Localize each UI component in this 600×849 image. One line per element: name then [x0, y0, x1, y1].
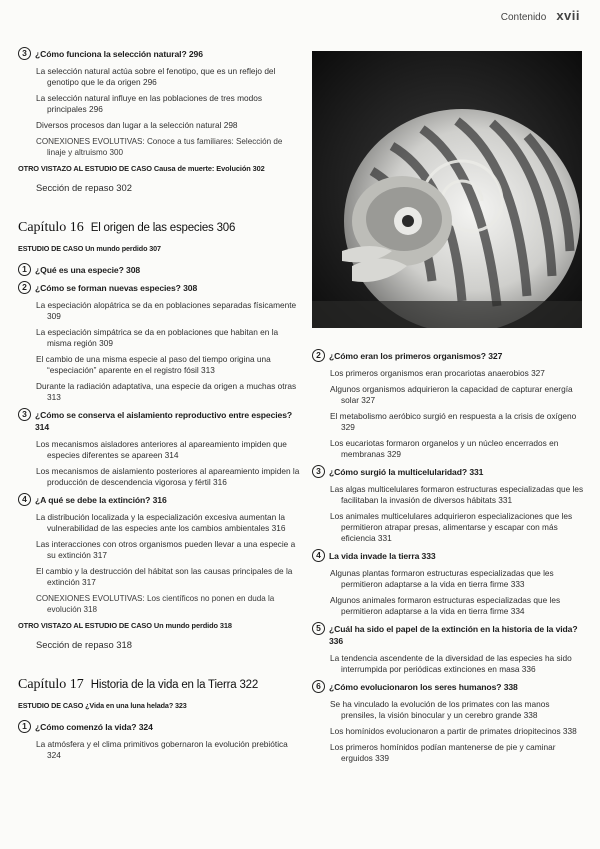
section-heading[interactable] — [312, 623, 587, 647]
toc-entry[interactable]: Las interacciones con otros organismos pueden llevar a una especie a su extinción 317 — [36, 539, 296, 560]
chapter-heading[interactable] — [18, 677, 300, 693]
section-name: Contenido — [500, 12, 547, 23]
chapter-title: Historia de la vida en la Tierra 322 — [90, 679, 259, 691]
section-title: ¿A qué se debe la extinción? 316 — [35, 495, 167, 505]
toc-section — [18, 264, 300, 276]
toc-entry[interactable]: Diversos procesos dan lugar a la selección natural 298 — [36, 120, 238, 130]
running-head — [501, 8, 580, 23]
section-title: La vida invade la tierra 333 — [329, 551, 436, 561]
conexiones-evolutivas-entry[interactable]: CONEXIONES EVOLUTIVAS: Los científicos no ponen en duda la evolución 318 — [36, 594, 275, 614]
toc-entry[interactable]: La selección natural actúa sobre el fenotipo, que es un reflejo del genotipo que le da origen 296 — [36, 66, 276, 87]
section-title: ¿Cómo comenzó la vida? 324 — [35, 722, 153, 732]
otro-vistazo-entry[interactable]: OTRO VISTAZO AL ESTUDIO DE CASO Un mundo perdido 318 — [18, 621, 232, 630]
section-number-badge: 3 — [18, 408, 31, 421]
entry-list — [330, 653, 587, 675]
toc-entry[interactable]: Se ha vinculado la evolución de los primates con las manos prensiles, la visión binocular y un cerebro grande 338 — [330, 699, 550, 720]
section-title: ¿Cómo evolucionaron los seres humanos? 338 — [329, 682, 518, 692]
case-study-entry[interactable]: ESTUDIO DE CASO ¿Vida en una luna helada? 323 — [18, 701, 187, 710]
toc-entry[interactable]: Los mecanismos de aislamiento posteriores al apareamiento impiden la producción de descendencia vigorosa y fértil 316 — [36, 466, 300, 487]
toc-section — [18, 282, 300, 403]
toc-entry[interactable]: Algunas plantas formaron estructuras especializadas que les permitieron adaptarse a la vida en tierra firme 333 — [330, 568, 554, 589]
right-column — [312, 350, 587, 770]
section-number-badge: 3 — [312, 465, 325, 478]
entry-list — [330, 368, 587, 460]
toc-section — [18, 494, 300, 615]
section-heading[interactable] — [18, 409, 300, 433]
chapter-title: El origen de las especies 306 — [90, 222, 236, 234]
nautilus-photo-icon — [312, 51, 582, 328]
toc-entry[interactable]: Los homínidos evolucionaron a partir de primates driopitecinos 338 — [330, 726, 577, 736]
chapter-label: Capítulo 17 — [18, 677, 84, 692]
toc-section — [312, 550, 587, 617]
toc-entry[interactable]: Los mecanismos aisladores anteriores al apareamiento impiden que especies diferentes se apareen 314 — [36, 439, 287, 460]
section-heading[interactable] — [312, 466, 587, 478]
toc-entry[interactable]: Los primeros organismos eran procariotas anaerobios 327 — [330, 368, 545, 378]
section-number-badge: 3 — [18, 47, 31, 60]
section-heading[interactable] — [18, 721, 300, 733]
conexiones-evolutivas-entry[interactable]: CONEXIONES EVOLUTIVAS: Conoce a tus familiares: Selección de linaje y altruismo 300 — [36, 137, 283, 157]
toc-entry[interactable]: Algunos organismos adquirieron la capacidad de capturar energía solar 327 — [330, 384, 573, 405]
section-number-badge: 2 — [312, 349, 325, 362]
toc-entry[interactable]: La especiación simpátrica se da en poblaciones que habitan en la misma región 309 — [36, 327, 279, 348]
toc-entry[interactable]: La selección natural influye en las poblaciones de tres modos principales 296 — [36, 93, 262, 114]
otro-vistazo-entry[interactable]: OTRO VISTAZO AL ESTUDIO DE CASO Causa de muerte: Evolución 302 — [18, 164, 265, 173]
entry-list — [36, 66, 300, 158]
nautilus-photo — [312, 51, 582, 328]
left-column — [18, 48, 300, 767]
toc-entry[interactable]: Los eucariotas formaron organelos y un núcleo encerrados en membranas 329 — [330, 438, 559, 459]
toc-section — [312, 623, 587, 675]
toc-entry[interactable]: La distribución localizada y la especialización excesiva aumentan la vulnerabilidad de las especies ante los cambios ambientales 316 — [36, 512, 286, 533]
section-title: ¿Cómo eran los primeros organismos? 327 — [329, 351, 503, 361]
section-number-badge: 6 — [312, 680, 325, 693]
case-study-entry[interactable]: ESTUDIO DE CASO Un mundo perdido 307 — [18, 244, 161, 253]
section-heading[interactable] — [312, 681, 587, 693]
section-number-badge: 4 — [18, 493, 31, 506]
review-section-entry[interactable]: Sección de repaso 318 — [36, 639, 132, 650]
toc-entry[interactable]: El metabolismo aeróbico surgió en respuesta a la crisis de oxígeno 329 — [330, 411, 577, 432]
review-section-entry[interactable]: Sección de repaso 302 — [36, 182, 132, 193]
section-heading[interactable] — [18, 264, 300, 276]
toc-entry[interactable]: La tendencia ascendente de la diversidad de las especies ha sido interrumpida por periódicas extinciones en masa 336 — [330, 653, 572, 674]
toc-entry[interactable]: Los primeros homínidos podían mantenerse de pie y caminar erguidos 339 — [330, 742, 556, 763]
section-heading[interactable] — [312, 350, 587, 362]
entry-list — [36, 739, 300, 761]
toc-section — [18, 409, 300, 488]
toc-section — [18, 48, 300, 158]
toc-entry[interactable]: Durante la radiación adaptativa, una especie da origen a muchas otras 313 — [36, 381, 297, 402]
toc-entry[interactable]: El cambio y la destrucción del hábitat son las causas principales de la extinción 317 — [36, 566, 293, 587]
section-title: ¿Cuál ha sido el papel de la extinción en la historia de la vida? 336 — [329, 624, 578, 646]
toc-section — [312, 350, 587, 460]
section-number-badge: 2 — [18, 281, 31, 294]
toc-entry[interactable]: El cambio de una misma especie al paso del tiempo origina una “especiación” aparente en el registro fósil 313 — [36, 354, 271, 375]
section-heading[interactable] — [312, 550, 587, 562]
toc-entry[interactable]: Las algas multicelulares formaron estructuras especializadas que les facilitaban la invasión de diversos hábitats 331 — [330, 484, 584, 505]
page-number: xvii — [556, 8, 580, 23]
section-heading[interactable] — [18, 282, 300, 294]
toc-section — [312, 466, 587, 544]
section-number-badge: 4 — [312, 549, 325, 562]
section-title: ¿Qué es una especie? 308 — [35, 265, 141, 275]
entry-list — [330, 699, 587, 764]
entry-list — [36, 439, 300, 488]
entry-list — [36, 300, 300, 403]
section-heading[interactable] — [18, 494, 300, 506]
toc-entry[interactable]: La atmósfera y el clima primitivos gobernaron la evolución prebiótica 324 — [36, 739, 288, 760]
section-title: ¿Cómo se conserva el aislamiento reproductivo entre especies? 314 — [35, 410, 293, 432]
toc-entry[interactable]: Los animales multicelulares adquirieron especializaciones que les permitieron atrapar presas, alimentarse y escapar con más eficiencia 331 — [330, 511, 573, 543]
toc-section — [312, 681, 587, 764]
chapter-heading[interactable] — [18, 220, 300, 236]
toc-entry[interactable]: La especiación alopátrica se da en poblaciones separadas físicamente 309 — [36, 300, 297, 321]
section-heading[interactable] — [18, 48, 300, 60]
section-title: ¿Cómo surgió la multicelularidad? 331 — [329, 467, 484, 477]
entry-list — [330, 484, 587, 544]
section-title: ¿Cómo se forman nuevas especies? 308 — [35, 283, 198, 293]
chapter-label: Capítulo 16 — [18, 220, 84, 235]
section-title: ¿Cómo funciona la selección natural? 296 — [35, 49, 203, 59]
entry-list — [330, 568, 587, 617]
entry-list — [36, 512, 300, 615]
toc-section — [18, 721, 300, 761]
section-number-badge: 1 — [18, 720, 31, 733]
section-number-badge: 5 — [312, 622, 325, 635]
toc-entry[interactable]: Algunos animales formaron estructuras especializadas que les permitieron adaptarse a la vida en tierra firme 334 — [330, 595, 561, 616]
section-number-badge: 1 — [18, 263, 31, 276]
